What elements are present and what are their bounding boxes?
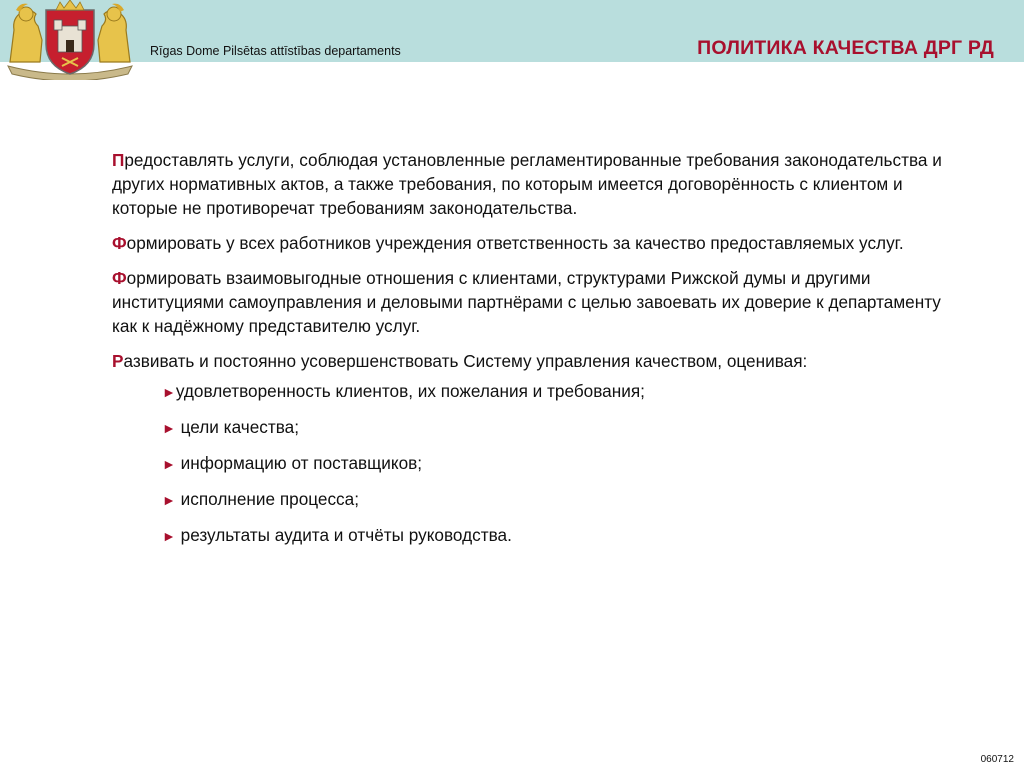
list-item-text: цели качества; bbox=[175, 417, 300, 437]
list-item bbox=[162, 451, 942, 487]
arrow-right-icon: ► bbox=[162, 492, 176, 508]
drop-cap: Р bbox=[112, 351, 124, 371]
policy-paragraph-3 bbox=[112, 266, 942, 338]
riga-coat-of-arms-icon bbox=[2, 0, 138, 80]
list-item-text: удовлетворенность клиентов, их пожелания и требования; bbox=[175, 381, 645, 401]
drop-cap: П bbox=[112, 150, 125, 170]
list-item bbox=[162, 379, 942, 415]
drop-cap: Ф bbox=[112, 233, 127, 253]
policy-paragraph-2 bbox=[112, 231, 942, 255]
arrow-right-icon: ► bbox=[162, 456, 176, 472]
arrow-right-icon: ► bbox=[162, 384, 176, 400]
list-item-text: результаты аудита и отчёты руководства. bbox=[175, 525, 512, 545]
paragraph-text: редоставлять услуги, соблюдая установленные регламентированные требования законодательства и других нормативных актов, а также требования, по которым имеется договорённость с клиентом и которые не противоречат требованиям законодательства. bbox=[112, 150, 942, 218]
page-code: 060712 bbox=[980, 754, 1014, 765]
list-item bbox=[162, 523, 942, 559]
policy-paragraph-1 bbox=[112, 148, 942, 220]
list-item bbox=[162, 415, 942, 451]
drop-cap: Ф bbox=[112, 268, 127, 288]
policy-paragraph-4 bbox=[112, 349, 942, 373]
paragraph-text: ормировать взаимовыгодные отношения с клиентами, структурами Рижской думы и другими институциями самоуправления и деловыми партнёрами с целью завоевать их доверие к департаменту как к надёжному представителю услуг. bbox=[112, 268, 941, 336]
list-item-text: исполнение процесса; bbox=[175, 489, 359, 509]
arrow-right-icon: ► bbox=[162, 528, 176, 544]
list-item-text: информацию от поставщиков; bbox=[175, 453, 423, 473]
evaluation-list bbox=[112, 379, 942, 559]
arrow-right-icon: ► bbox=[162, 420, 176, 436]
policy-content bbox=[112, 148, 942, 559]
list-item bbox=[162, 487, 942, 523]
paragraph-text: ормировать у всех работников учреждения ответственность за качество предоставляемых услуг. bbox=[126, 233, 904, 253]
page-title: ПОЛИТИКА КАЧЕСТВА ДРГ РД bbox=[697, 37, 994, 59]
paragraph-text: азвивать и постоянно усовершенствовать Систему управления качеством, оценивая: bbox=[123, 351, 808, 371]
organization-name: Rīgas Dome Pilsētas attīstības departaments bbox=[150, 44, 401, 58]
